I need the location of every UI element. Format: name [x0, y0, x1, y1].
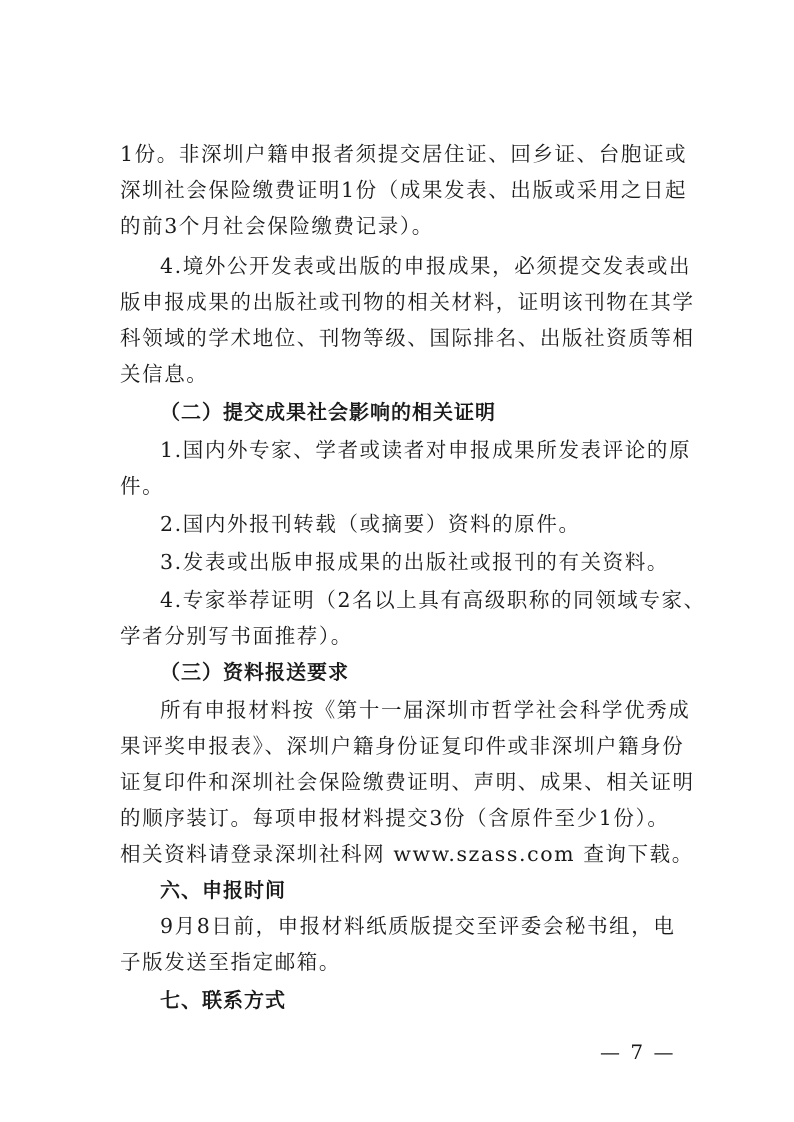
paragraph-line: 1份。非深圳户籍申报者须提交居住证、回乡证、台胞证或	[120, 142, 688, 166]
section-heading: 六、申报时间	[160, 878, 286, 902]
paragraph-line: 相关资料请登录深圳社科网 www.szass.com 查询下载。	[120, 842, 694, 866]
paragraph-line: 3.发表或出版申报成果的出版社或报刊的有关资料。	[160, 550, 669, 574]
paragraph-line: 关信息。	[120, 362, 209, 386]
page-number: — 7 —	[600, 1040, 676, 1064]
paragraph-line: 证复印件和深圳社会保险缴费证明、声明、成果、相关证明	[120, 770, 695, 794]
paragraph-line: 4.境外公开发表或出版的申报成果，必须提交发表或出	[160, 254, 692, 278]
paragraph-line: 版申报成果的出版社或刊物的相关材料，证明该刊物在其学	[120, 290, 695, 314]
section-heading: 七、联系方式	[160, 988, 286, 1012]
paragraph-line: 科领域的学术地位、刊物等级、国际排名、出版社资质等相	[120, 326, 695, 350]
paragraph-line: 2.国内外报刊转载（或摘要）资料的原件。	[160, 512, 581, 536]
paragraph-line: 所有申报材料按《第十一届深圳市哲学社会科学优秀成	[160, 698, 691, 722]
paragraph-line: 件。	[120, 474, 165, 498]
paragraph-line: 9月8日前，申报材料纸质版提交至评委会秘书组，电	[160, 914, 676, 938]
section-heading: （二）提交成果社会影响的相关证明	[160, 400, 496, 424]
paragraph-line: 1.国内外专家、学者或读者对申报成果所发表评论的原	[160, 438, 692, 462]
paragraph-line: 深圳社会保险缴费证明1份（成果发表、出版或采用之日起	[120, 178, 688, 202]
paragraph-line: 学者分别写书面推荐）。	[120, 624, 353, 648]
paragraph-line: 4.专家举荐证明（2名以上具有高级职称的同领域专家、	[160, 588, 706, 612]
paragraph-line: 子版发送至指定邮箱。	[120, 950, 341, 974]
paragraph-line: 的顺序装订。每项申报材料提交3份（含原件至少1份）。	[120, 806, 670, 830]
paragraph-line: 的前3个月社会保险缴费记录）。	[120, 214, 434, 238]
section-heading: （三）资料报送要求	[160, 660, 349, 684]
paragraph-line: 果评奖申报表》、深圳户籍身份证复印件或非深圳户籍身份	[120, 734, 685, 758]
